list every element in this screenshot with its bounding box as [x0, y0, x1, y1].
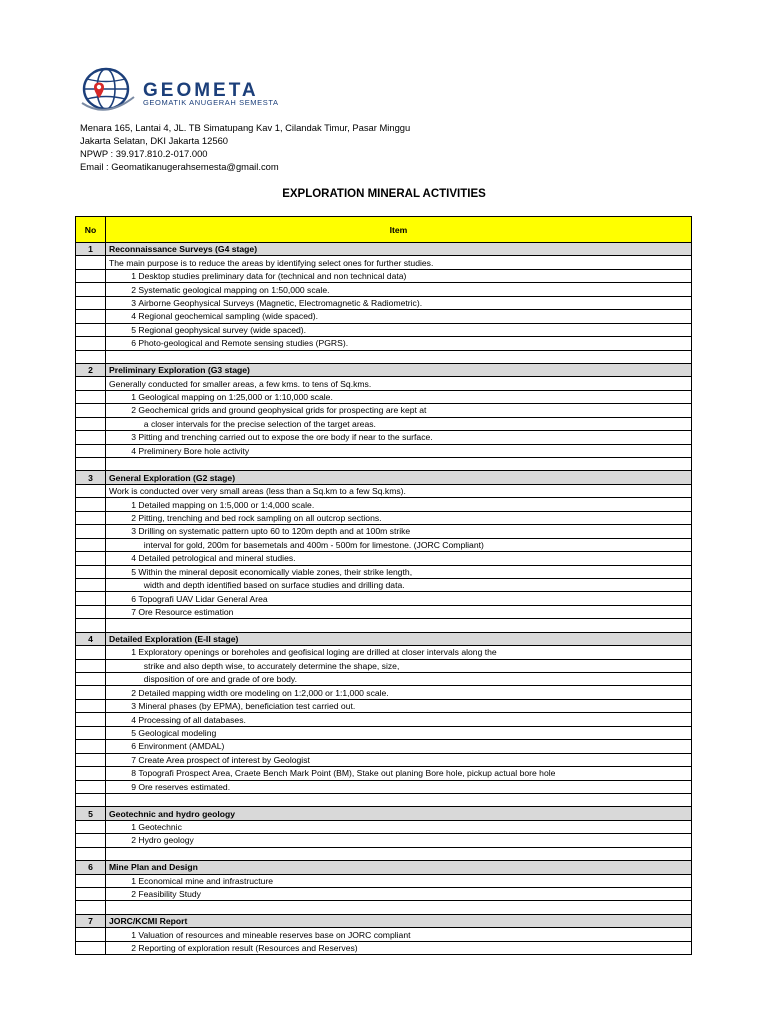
row-item-cell	[106, 296, 692, 309]
row-no-cell	[76, 431, 106, 444]
row-no-cell	[76, 269, 106, 282]
item-number: 4	[131, 311, 136, 322]
item-text: disposition of ore and grade of ore body.	[143, 674, 297, 685]
item-text: Mineral phases (by EPMA), beneficiation test carried out.	[138, 701, 356, 712]
item-number: 4	[131, 714, 136, 725]
item-number: 4	[131, 553, 136, 564]
item-number: 5	[131, 727, 136, 738]
table-row	[76, 847, 692, 860]
row-no-cell	[76, 820, 106, 833]
item-text: Topografi Prospect Area, Craete Bench Mark Point (BM), Stake out planing Bore hole, pickup actual bore hole	[138, 768, 556, 779]
table-row	[76, 753, 692, 766]
item-text: width and depth identified based on surface studies and drilling data.	[143, 580, 405, 591]
row-item-cell	[106, 592, 692, 605]
item-text: Economical mine and infrastructure	[138, 875, 274, 886]
row-item-cell	[106, 699, 692, 712]
table-row	[76, 458, 692, 471]
row-item-cell	[106, 458, 692, 471]
table-row	[76, 713, 692, 726]
row-item-cell	[106, 928, 692, 941]
item-number: 2	[131, 942, 136, 953]
row-item-cell	[106, 780, 692, 793]
row-no-cell	[76, 740, 106, 753]
address-line: Menara 165, Lantai 4, JL. TB Simatupang Kav 1, Cilandak Timur, Pasar Minggu	[80, 122, 411, 133]
section-number: 3	[76, 471, 106, 484]
row-item-cell	[106, 713, 692, 726]
item-text: Detailed mapping on 1:5,000 or 1:4,000 scale.	[138, 499, 315, 510]
row-item-cell	[106, 337, 692, 350]
table-row	[76, 444, 692, 457]
row-no-cell	[76, 605, 106, 618]
table-row	[76, 699, 692, 712]
row-item-cell	[106, 310, 692, 323]
table-row	[76, 726, 692, 739]
table-row	[76, 269, 692, 282]
row-no-cell	[76, 458, 106, 471]
item-text: Photo-geological and Remote sensing studies (PGRS).	[138, 338, 349, 349]
document-title: EXPLORATION MINERAL ACTIVITIES	[282, 188, 486, 200]
item-text: Environment (AMDAL)	[138, 741, 225, 752]
row-no-cell	[76, 699, 106, 712]
table-row	[76, 296, 692, 309]
row-no-cell	[76, 337, 106, 350]
row-no-cell	[76, 377, 106, 390]
row-item-cell	[106, 888, 692, 901]
row-item-cell	[106, 538, 692, 551]
company-tagline: GEOMATIK ANUGERAH SEMESTA	[143, 98, 279, 107]
item-number: 4	[131, 445, 136, 456]
row-item-cell	[106, 793, 692, 806]
row-no-cell	[76, 256, 106, 269]
row-no-cell	[76, 296, 106, 309]
row-no-cell	[76, 390, 106, 403]
row-no-cell	[76, 834, 106, 847]
table-header-row	[76, 217, 692, 243]
item-number: 6	[131, 741, 136, 752]
row-no-cell	[76, 659, 106, 672]
item-text: Reporting of exploration result (Resources and Reserves)	[138, 942, 358, 953]
item-text: Within the mineral deposit economically viable zones, their strike length,	[138, 566, 413, 577]
item-number: 7	[131, 754, 136, 765]
item-text: Ore Resource estimation	[138, 607, 234, 618]
table-row	[76, 417, 692, 430]
npwp-line: NPWP : 39.917.810.2-017.000	[80, 148, 208, 159]
item-text: Airborne Geophysical Surveys (Magnetic, Electromagnetic & Radiometric).	[138, 297, 423, 308]
item-number: 1	[131, 271, 136, 282]
item-text: Desktop studies preliminary data for (technical and non technical data)	[138, 271, 407, 282]
globe-logo-icon	[80, 67, 136, 115]
row-no-cell	[76, 673, 106, 686]
row-no-cell	[76, 310, 106, 323]
row-no-cell	[76, 484, 106, 497]
item-text: Geological modeling	[138, 727, 217, 738]
row-item-cell	[106, 753, 692, 766]
row-no-cell	[76, 417, 106, 430]
item-number: 5	[131, 566, 136, 577]
row-item-cell	[106, 377, 692, 390]
table-row	[76, 740, 692, 753]
section-row	[76, 861, 692, 874]
row-item-cell	[106, 498, 692, 511]
row-item-cell	[106, 605, 692, 618]
row-no-cell	[76, 323, 106, 336]
row-item-cell	[106, 511, 692, 524]
row-item-cell	[106, 646, 692, 659]
item-text: Systematic geological mapping on 1:50,000 scale.	[138, 284, 330, 295]
row-no-cell	[76, 565, 106, 578]
row-item-cell	[106, 269, 692, 282]
row-item-cell	[106, 686, 692, 699]
row-item-cell	[106, 350, 692, 363]
email-line: Email : Geomatikanugerahsemesta@gmail.com	[80, 161, 279, 172]
table-row	[76, 404, 692, 417]
row-no-cell	[76, 726, 106, 739]
table-row	[76, 780, 692, 793]
row-item-cell	[106, 834, 692, 847]
row-item-cell	[106, 874, 692, 887]
item-number: 3	[131, 526, 136, 537]
table-row	[76, 390, 692, 403]
section-title: General Exploration (G2 stage)	[106, 471, 692, 484]
item-number: 1	[131, 392, 136, 403]
item-number: 3	[131, 701, 136, 712]
item-text: Drilling on systematic pattern upto 60 to 120m depth and at 100m strike	[138, 526, 411, 537]
row-no-cell	[76, 350, 106, 363]
section-title: Geotechnic and hydro geology	[106, 807, 692, 820]
row-no-cell	[76, 511, 106, 524]
row-no-cell	[76, 941, 106, 954]
row-no-cell	[76, 780, 106, 793]
item-text: Work is conducted over very small areas (less than a Sq.km to a few Sq.kms).	[109, 486, 406, 497]
section-title: Mine Plan and Design	[106, 861, 692, 874]
item-text: Topografi UAV Lidar General Area	[138, 593, 268, 604]
item-number: 1	[131, 822, 136, 833]
section-row	[76, 807, 692, 820]
row-no-cell	[76, 713, 106, 726]
item-text: Regional geochemical sampling (wide spaced).	[138, 311, 318, 322]
section-number: 1	[76, 243, 106, 256]
header-no: No	[76, 217, 106, 243]
item-number: 2	[131, 835, 136, 846]
table-row	[76, 310, 692, 323]
item-number: 1	[131, 647, 136, 658]
row-no-cell	[76, 686, 106, 699]
item-text: Ore reserves estimated.	[138, 781, 231, 792]
table-row	[76, 820, 692, 833]
header-item: Item	[106, 217, 692, 243]
item-number: 1	[131, 499, 136, 510]
row-no-cell	[76, 552, 106, 565]
row-no-cell	[76, 874, 106, 887]
item-number: 5	[131, 324, 136, 335]
section-number: 5	[76, 807, 106, 820]
row-no-cell	[76, 444, 106, 457]
section-row	[76, 914, 692, 927]
row-item-cell	[106, 941, 692, 954]
row-no-cell	[76, 767, 106, 780]
item-text: Preliminery Bore hole activity	[138, 445, 250, 456]
item-number: 6	[131, 338, 136, 349]
table-row	[76, 928, 692, 941]
table-row	[76, 874, 692, 887]
row-no-cell	[76, 578, 106, 591]
table-row	[76, 256, 692, 269]
row-item-cell	[106, 740, 692, 753]
item-text: Pitting and trenching carried out to expose the ore body if near to the surface.	[138, 432, 433, 443]
item-number: 1	[131, 929, 136, 940]
table-row	[76, 834, 692, 847]
activities-table	[75, 216, 692, 955]
section-title: JORC/KCMI Report	[106, 914, 692, 927]
section-row	[76, 471, 692, 484]
item-number: 6	[131, 593, 136, 604]
table-row	[76, 484, 692, 497]
row-item-cell	[106, 565, 692, 578]
section-row	[76, 243, 692, 256]
company-name: GEOMETA	[143, 80, 259, 101]
item-text: Generally conducted for smaller areas, a few kms. to tens of Sq.kms.	[109, 378, 372, 389]
item-text: Geochemical grids and ground geophysical grids for prospecting are kept at	[138, 405, 427, 416]
item-number: 2	[131, 284, 136, 295]
row-item-cell	[106, 578, 692, 591]
row-no-cell	[76, 538, 106, 551]
row-item-cell	[106, 525, 692, 538]
section-number: 6	[76, 861, 106, 874]
section-number: 2	[76, 363, 106, 376]
item-number: 2	[131, 889, 136, 900]
table-row	[76, 525, 692, 538]
item-text: Valuation of resources and mineable reserves base on JORC compliant	[138, 929, 411, 940]
table-row	[76, 767, 692, 780]
table-row	[76, 673, 692, 686]
row-no-cell	[76, 928, 106, 941]
location-pin-icon	[94, 83, 104, 99]
item-text: a closer intervals for the precise selection of the target areas.	[143, 418, 376, 429]
row-no-cell	[76, 888, 106, 901]
item-number: 1	[131, 875, 136, 886]
row-item-cell	[106, 726, 692, 739]
item-text: Geological mapping on 1:25,000 or 1:10,000 scale.	[138, 392, 333, 403]
table-row	[76, 538, 692, 551]
row-no-cell	[76, 646, 106, 659]
row-no-cell	[76, 847, 106, 860]
row-no-cell	[76, 901, 106, 914]
table-row	[76, 498, 692, 511]
item-text: Pitting, trenching and bed rock sampling on all outcrop sections.	[138, 512, 382, 523]
item-text: Feasibility Study	[138, 889, 201, 900]
table-row	[76, 578, 692, 591]
row-item-cell	[106, 552, 692, 565]
row-item-cell	[106, 256, 692, 269]
table-row	[76, 323, 692, 336]
section-row	[76, 363, 692, 376]
section-number: 4	[76, 632, 106, 645]
row-item-cell	[106, 444, 692, 457]
table-row	[76, 431, 692, 444]
row-item-cell	[106, 390, 692, 403]
table-row	[76, 377, 692, 390]
table-row	[76, 793, 692, 806]
row-item-cell	[106, 619, 692, 632]
section-row	[76, 632, 692, 645]
item-number: 9	[131, 781, 136, 792]
row-item-cell	[106, 673, 692, 686]
item-text: Detailed mapping width ore modeling on 1:2,000 or 1:1,000 scale.	[138, 687, 389, 698]
item-text: strike and also depth wise, to accurately determine the shape, size,	[143, 660, 400, 671]
row-item-cell	[106, 847, 692, 860]
item-text: Geotechnic	[138, 822, 182, 833]
table-row	[76, 901, 692, 914]
table-row	[76, 686, 692, 699]
item-number: 2	[131, 512, 136, 523]
item-text: Detailed petrological and mineral studies.	[138, 553, 296, 564]
table-row	[76, 511, 692, 524]
row-no-cell	[76, 592, 106, 605]
item-text: The main purpose is to reduce the areas by identifying select ones for further studies.	[109, 257, 434, 268]
table-row	[76, 283, 692, 296]
row-item-cell	[106, 820, 692, 833]
section-title: Preliminary Exploration (G3 stage)	[106, 363, 692, 376]
item-number: 3	[131, 297, 136, 308]
row-item-cell	[106, 404, 692, 417]
row-item-cell	[106, 659, 692, 672]
company-address	[80, 121, 410, 173]
row-no-cell	[76, 753, 106, 766]
table-row	[76, 605, 692, 618]
section-number: 7	[76, 914, 106, 927]
company-logo	[80, 67, 340, 117]
item-text: Hydro geology	[138, 835, 194, 846]
table-row	[76, 941, 692, 954]
item-number: 8	[131, 768, 136, 779]
item-number: 2	[131, 405, 136, 416]
row-no-cell	[76, 793, 106, 806]
table-row	[76, 337, 692, 350]
item-text: Exploratory openings or boreholes and geofisical loging are drilled at closer intervals along the	[138, 647, 497, 658]
item-text: interval for gold, 200m for basemetals and 400m - 500m for limestone. (JORC Compliant)	[143, 539, 484, 550]
row-no-cell	[76, 525, 106, 538]
table-row	[76, 646, 692, 659]
row-no-cell	[76, 404, 106, 417]
section-title: Reconnaissance Surveys (G4 stage)	[106, 243, 692, 256]
row-item-cell	[106, 767, 692, 780]
item-number: 7	[131, 607, 136, 618]
table-row	[76, 592, 692, 605]
table-row	[76, 619, 692, 632]
row-item-cell	[106, 323, 692, 336]
row-no-cell	[76, 619, 106, 632]
row-item-cell	[106, 431, 692, 444]
item-text: Processing of all databases.	[138, 714, 246, 725]
table-row	[76, 659, 692, 672]
row-no-cell	[76, 283, 106, 296]
row-item-cell	[106, 484, 692, 497]
item-text: Create Area prospect of interest by Geologist	[138, 754, 310, 765]
table-row	[76, 350, 692, 363]
row-item-cell	[106, 901, 692, 914]
row-no-cell	[76, 498, 106, 511]
section-title: Detailed Exploration (E-II stage)	[106, 632, 692, 645]
row-item-cell	[106, 283, 692, 296]
table-row	[76, 888, 692, 901]
item-number: 3	[131, 432, 136, 443]
address-line: Jakarta Selatan, DKI Jakarta 12560	[80, 135, 229, 146]
table-row	[76, 565, 692, 578]
item-number: 2	[131, 687, 136, 698]
table-row	[76, 552, 692, 565]
row-item-cell	[106, 417, 692, 430]
item-text: Regional geophysical survey (wide spaced).	[138, 324, 307, 335]
